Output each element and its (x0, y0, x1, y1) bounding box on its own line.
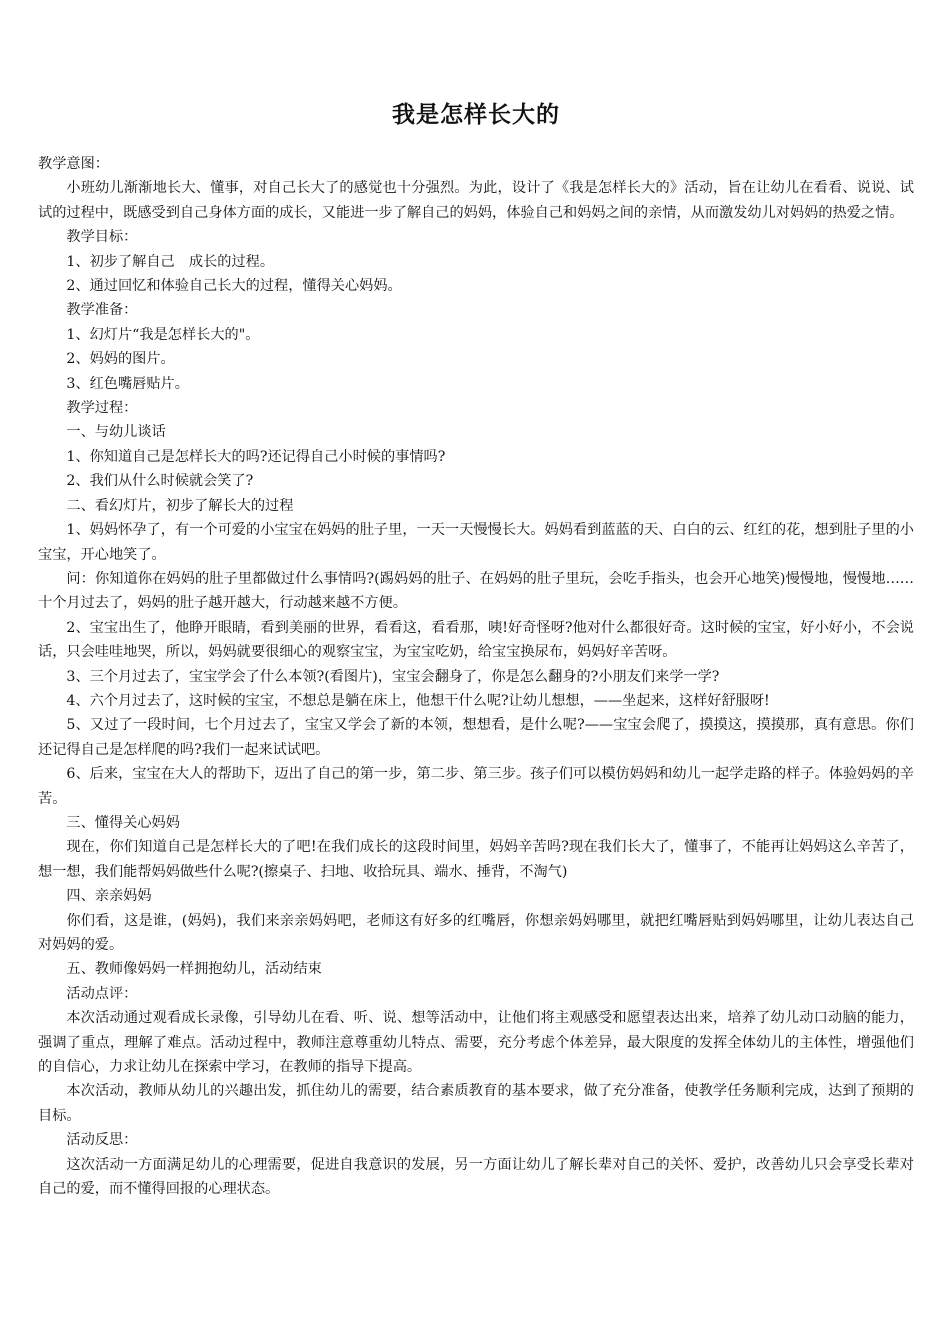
paragraph: 五、教师像妈妈一样拥抱幼儿，活动结束 (66, 961, 322, 978)
paragraph: 这次活动一方面满足幼儿的心理需要，促进自我意识的发展，另一方面让幼儿了解长辈对自己的关怀、爱护，改善幼儿只会享受长辈对自己的爱，而不懂得回报的心理状态。 (38, 1156, 914, 1198)
paragraph: 本次活动，教师从幼儿的兴趣出发，抓住幼儿的需要，结合素质教育的基本要求，做了充分准备，使教学任务顺利完成，达到了预期的目标。 (38, 1083, 914, 1124)
paragraph: 教学准备： (66, 302, 138, 319)
paragraph: 问：你知道你在妈妈的肚子里都做过什么事情吗?(踢妈妈的肚子、在妈妈的肚子里玩，会吃手指头，也会开心地笑)慢慢地，慢慢地……十个月过去了，妈妈的肚子越开越大，行动越来越不方便。 (38, 570, 914, 612)
document-page (38, 100, 914, 1201)
paragraph: 2、我们从什么时候就会笑了? (66, 473, 254, 490)
paragraph: 四、亲亲妈妈 (66, 888, 152, 905)
paragraph: 教学目标： (66, 229, 138, 246)
paragraph: 二、看幻灯片，初步了解长大的过程 (66, 497, 294, 514)
paragraph: 2、妈妈的图片。 (66, 351, 175, 368)
paragraph: 1、初步了解自己 成长的过程。 (66, 253, 275, 270)
paragraph: 教学意图： (38, 156, 109, 172)
paragraph: 活动反思： (66, 1132, 138, 1149)
paragraph: 现在，你们知道自己是怎样长大的了吧!在我们成长的这段时间里，妈妈辛苦吗?现在我们长大了，懂事了，不能再让妈妈这么辛苦了，想一想，我们能帮妈妈做些什么呢?(擦桌子、扫地、收拾玩具、端水、捶背，不淘气) (38, 839, 914, 880)
paragraph: 4、六个月过去了，这时候的宝宝，不想总是躺在床上，他想干什么呢?让幼儿想想，——坐起来，这样好舒服呀! (66, 692, 770, 709)
paragraph: 6、后来，宝宝在大人的帮助下，迈出了自己的第一步，第二步、第三步。孩子们可以模仿妈妈和幼儿一起学走路的样子。体验妈妈的辛苦。 (38, 766, 914, 807)
document-title: 我是怎样长大的 (392, 101, 560, 128)
paragraph: 小班幼儿渐渐地长大、懂事，对自己长大了的感觉也十分强烈。为此，设计了《我是怎样长大的》活动，旨在让幼儿在看看、说说、试试的过程中，既感受到自己身体方面的成长，又能进一步了解自己的妈妈，体验自己和妈妈之间的亲情，从而激发幼儿对妈妈的热爱之情。 (38, 180, 914, 221)
paragraph: 本次活动通过观看成长录像，引导幼儿在看、听、说、想等活动中，让他们将主观感受和愿望表达出来，培养了幼儿动口动脑的能力，强调了重点，理解了难点。活动过程中，教师注意尊重幼儿特点、需要，充分考虑个体差异，最大限度的发挥全体幼儿的主体性，增强他们的自信心，力求让幼儿在探索中学习，在教师的指导下提高。 (38, 1010, 914, 1076)
paragraph: 3、红色嘴唇贴片。 (66, 375, 189, 392)
paragraph: 1、你知道自己是怎样长大的吗?还记得自己小时候的事情吗? (66, 448, 446, 465)
paragraph: 一、与幼儿谈话 (66, 424, 166, 441)
paragraph: 3、三个月过去了，宝宝学会了什么本领?(看图片)，宝宝会翻身了，你是怎么翻身的?小朋友们来学一学? (66, 668, 720, 685)
paragraph: 三、懂得关心妈妈 (66, 814, 180, 831)
paragraph: 你们看，这是谁，(妈妈)，我们来亲亲妈妈吧，老师这有好多的红嘴唇，你想亲妈妈哪里，就把红嘴唇贴到妈妈哪里，让幼儿表达自己对妈妈的爱。 (38, 912, 914, 953)
paragraph: 2、宝宝出生了，他睁开眼睛，看到美丽的世界，看看这，看看那，咦!好奇怪呀?他对什么都很好奇。这时候的宝宝，好小好小，不会说话，只会哇哇地哭，所以，妈妈就要很细心的观察宝宝，为宝宝吃奶，给宝宝换尿布，妈妈好辛苦呀。 (38, 619, 914, 661)
paragraph: 5、又过了一段时间，七个月过去了，宝宝又学会了新的本领，想想看，是什么呢?——宝宝会爬了，摸摸这，摸摸那，真有意思。你们还记得自己是怎样爬的吗?我们一起来试试吧。 (38, 717, 914, 758)
paragraph: 2、通过回忆和体验自己长大的过程，懂得关心妈妈。 (66, 278, 402, 295)
paragraph: 1、幻灯片“我是怎样长大的"。 (66, 326, 260, 343)
paragraph: 活动点评： (66, 985, 138, 1002)
paragraph: 教学过程： (66, 400, 138, 417)
document-body (38, 152, 914, 1201)
paragraph: 1、妈妈怀孕了，有一个可爱的小宝宝在妈妈的肚子里，一天一天慢慢长大。妈妈看到蓝蓝的天、白白的云、红红的花，想到肚子里的小宝宝，开心地笑了。 (38, 522, 914, 563)
